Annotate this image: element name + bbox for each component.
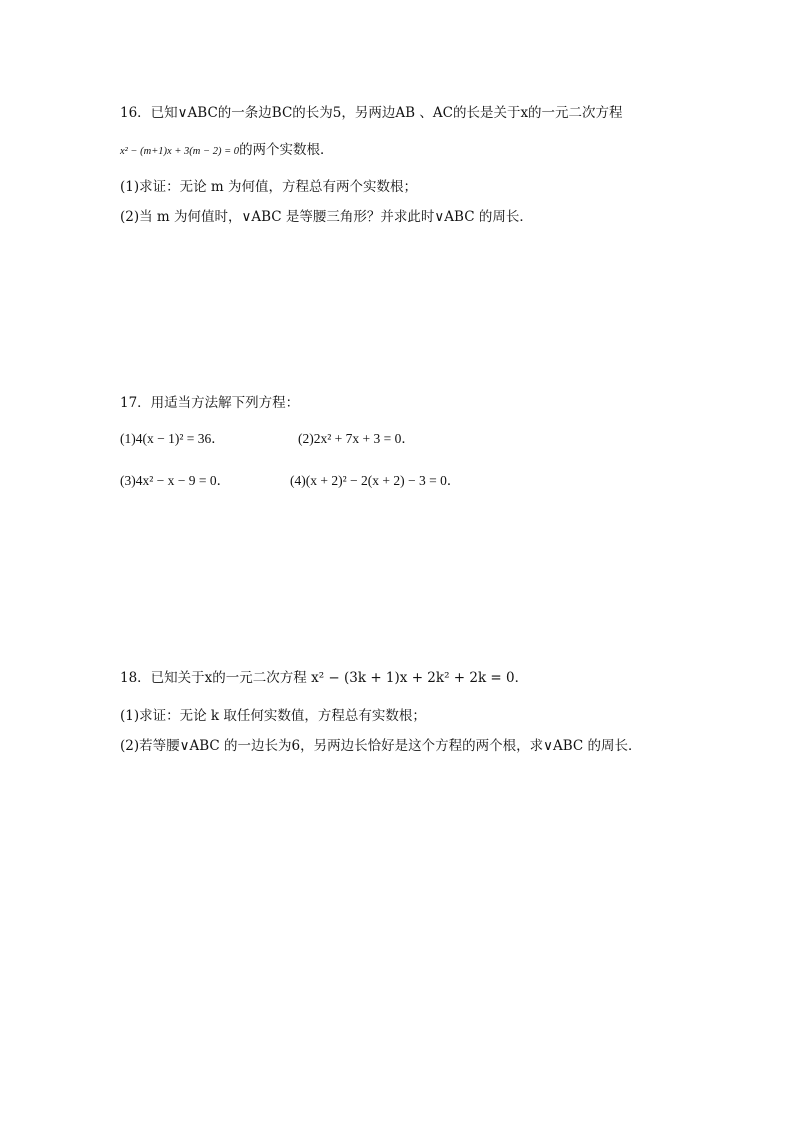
q17-eq1: (1)4(x − 1)² = 36． — [120, 431, 225, 446]
q17-eq4: (4)(x + 2)² − 2(x + 2) − 3 = 0． — [290, 473, 461, 488]
q17-eq2: (2)2x² + 7x + 3 = 0． — [298, 431, 415, 446]
q16-line1: 16．已知∨ABC的一条边BC的长为5，另两边AB 、AC的长是关于x的一元二次方程 — [120, 105, 623, 121]
q17-heading: 17．用适当方法解下列方程： — [120, 395, 300, 411]
q16-equation-line — [120, 141, 334, 161]
q16-equation: x² − (m+1)x + 3(m − 2) = 0 — [120, 146, 240, 157]
q18-part2: (2)若等腰∨ABC 的一边长为6，另两边长恰好是这个方程的两个根，求∨ABC 的周长． — [120, 738, 642, 754]
q16-equation-suffix: 的两个实数根． — [239, 142, 334, 158]
q16-part1: (1)求证：无论 m 为何值，方程总有两个实数根； — [120, 179, 418, 195]
q17-eq3: (3)4x² − x − 9 = 0． — [120, 473, 231, 488]
q18-line1: 18．已知关于x的一元二次方程 x² − (3k + 1)x + 2k² + 2k = 0． — [120, 670, 529, 686]
q18-part1: (1)求证：无论 k 取任何实数值，方程总有实数根； — [120, 708, 426, 724]
q16-part2: (2)当 m 为何值时，∨ABC 是等腰三角形？并求此时∨ABC 的周长． — [120, 209, 533, 225]
